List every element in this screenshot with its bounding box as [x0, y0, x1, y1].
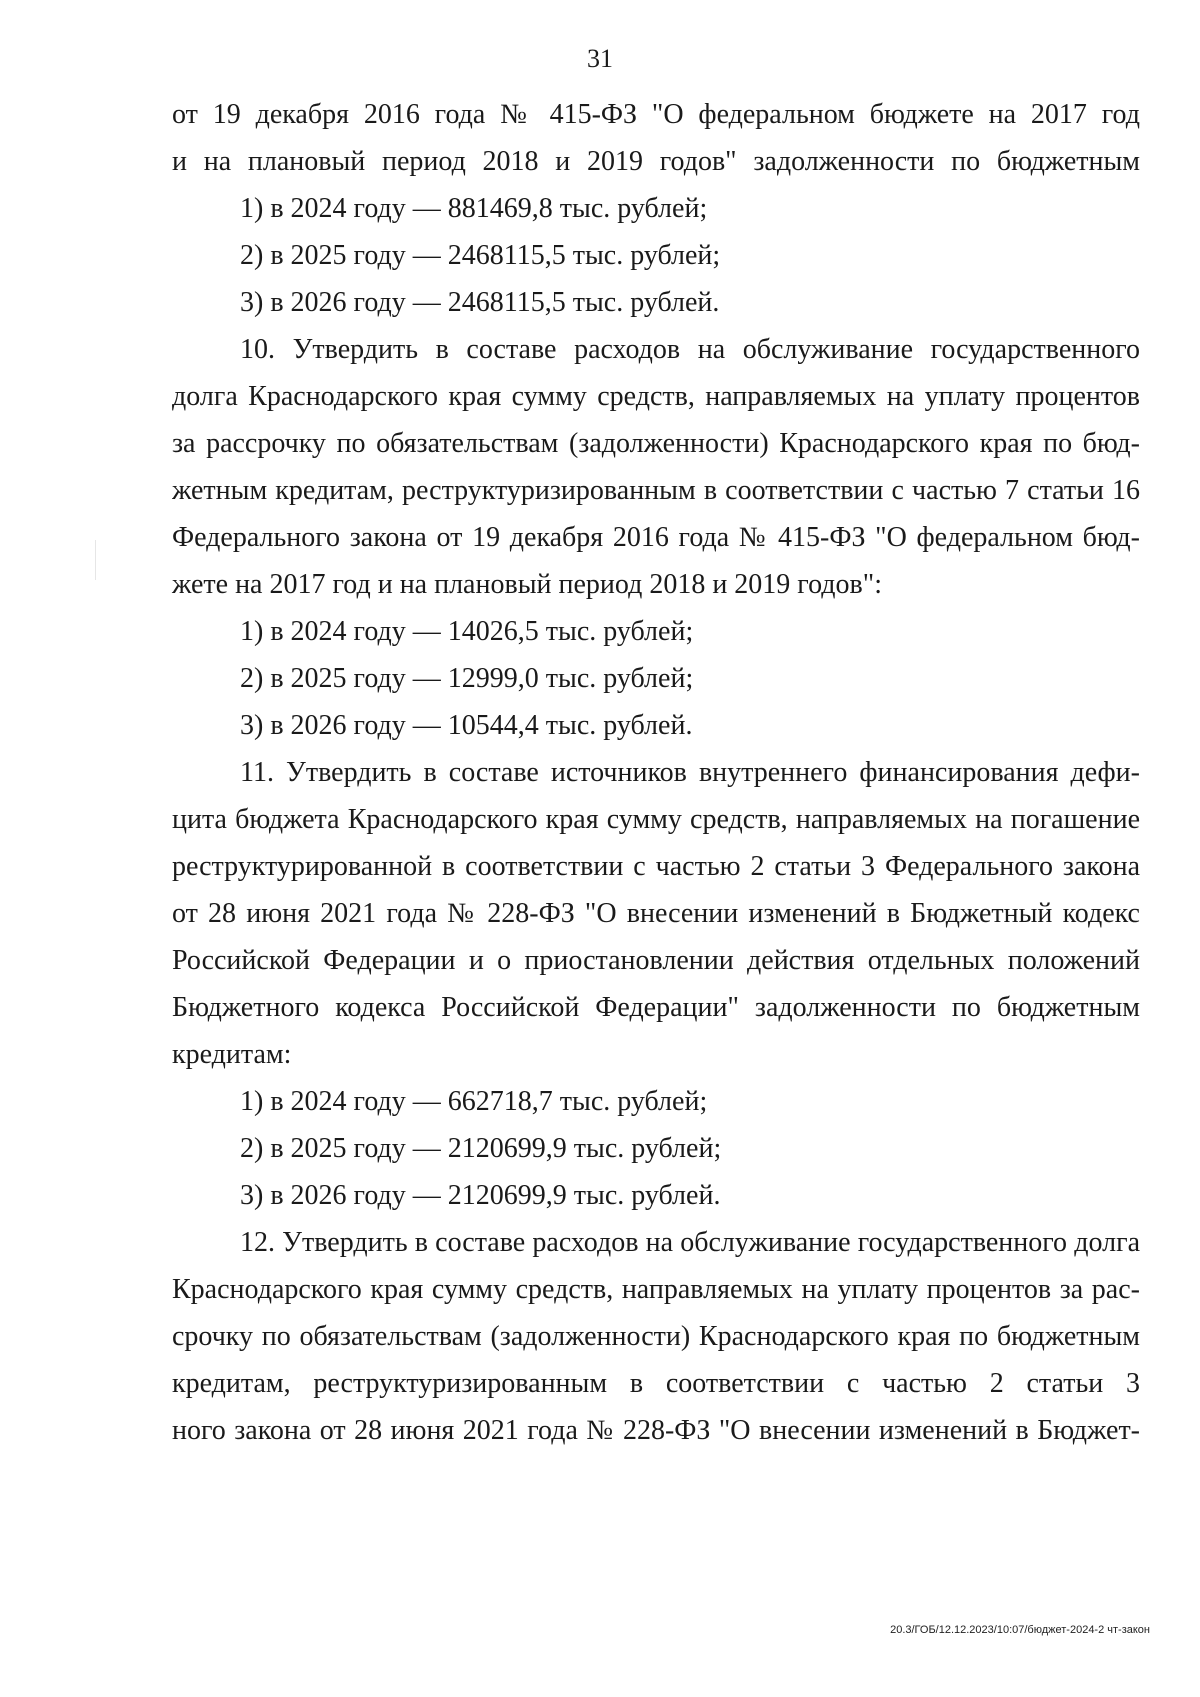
text-line: от 28 июня 2021 года № 228-ФЗ "О внесении изменений в Бюджетный кодекс [172, 898, 1140, 929]
text-line: ного закона от 28 июня 2021 года № 228-ФЗ "О внесении изменений в Бюджет- [172, 1415, 1140, 1446]
paragraph-first-line: 11. Утвердить в составе источников внутреннего финансирования дефи- [240, 757, 1140, 788]
scan-artifact [95, 540, 96, 580]
list-item: 3) в 2026 году — 2120699,9 тыс. рублей. [240, 1180, 721, 1211]
text-line: жетным кредитам, реструктуризированным в соответствии с частью 7 статьи 16 [172, 475, 1140, 506]
text-line: от 19 декабря 2016 года № 415-ФЗ "О федеральном бюджете на 2017 год [172, 99, 1140, 130]
list-item: 2) в 2025 году — 2468115,5 тыс. рублей; [240, 240, 721, 271]
text-line: цита бюджета Краснодарского края сумму средств, направляемых на погашение [172, 804, 1140, 835]
text-line: за рассрочку по обязательствам (задолженности) Краснодарского края по бюд- [172, 428, 1140, 459]
text-line: Краснодарского края сумму средств, направляемых на уплату процентов за рас- [172, 1274, 1140, 1305]
list-item: 2) в 2025 году — 2120699,9 тыс. рублей; [240, 1133, 722, 1164]
text-line: Российской Федерации и о приостановлении действия отдельных положений [172, 945, 1140, 976]
text-line: Федерального закона от 19 декабря 2016 года № 415-ФЗ "О федеральном бюд- [172, 522, 1140, 553]
list-item: 1) в 2024 году — 662718,7 тыс. рублей; [240, 1086, 708, 1117]
list-item: 1) в 2024 году — 881469,8 тыс. рублей; [240, 193, 708, 224]
text-line: и на плановый период 2018 и 2019 годов" задолженности по бюджетным [172, 146, 1140, 177]
text-line: жете на 2017 год и на плановый период 2018 и 2019 годов": [172, 569, 882, 600]
list-item: 1) в 2024 году — 14026,5 тыс. рублей; [240, 616, 694, 647]
text-line: кредитам: [172, 1039, 292, 1070]
list-item: 2) в 2025 году — 12999,0 тыс. рублей; [240, 663, 694, 694]
text-line: реструктурированной в соответствии с частью 2 статьи 3 Федерального закона [172, 851, 1140, 882]
text-line: Бюджетного кодекса Российской Федерации" задолженности по бюджетным [172, 992, 1140, 1023]
page-number: 31 [587, 44, 613, 73]
text-line: срочку по обязательствам (задолженности) Краснодарского края по бюджетным [172, 1321, 1140, 1352]
document-footer-code: 20.3/ГОБ/12.12.2023/10:07/бюджет-2024-2 чт-закон [890, 1624, 1150, 1636]
paragraph-first-line: 10. Утвердить в составе расходов на обслуживание государственного [240, 334, 1140, 365]
text-line: кредитам, реструктуризированным в соответствии с частью 2 статьи 3 [172, 1368, 1140, 1399]
text-line: долга Краснодарского края сумму средств, направляемых на уплату процентов [172, 381, 1140, 412]
list-item: 3) в 2026 году — 2468115,5 тыс. рублей. [240, 287, 720, 318]
paragraph-first-line: 12. Утвердить в составе расходов на обслуживание государственного долга [240, 1227, 1140, 1258]
list-item: 3) в 2026 году — 10544,4 тыс. рублей. [240, 710, 693, 741]
